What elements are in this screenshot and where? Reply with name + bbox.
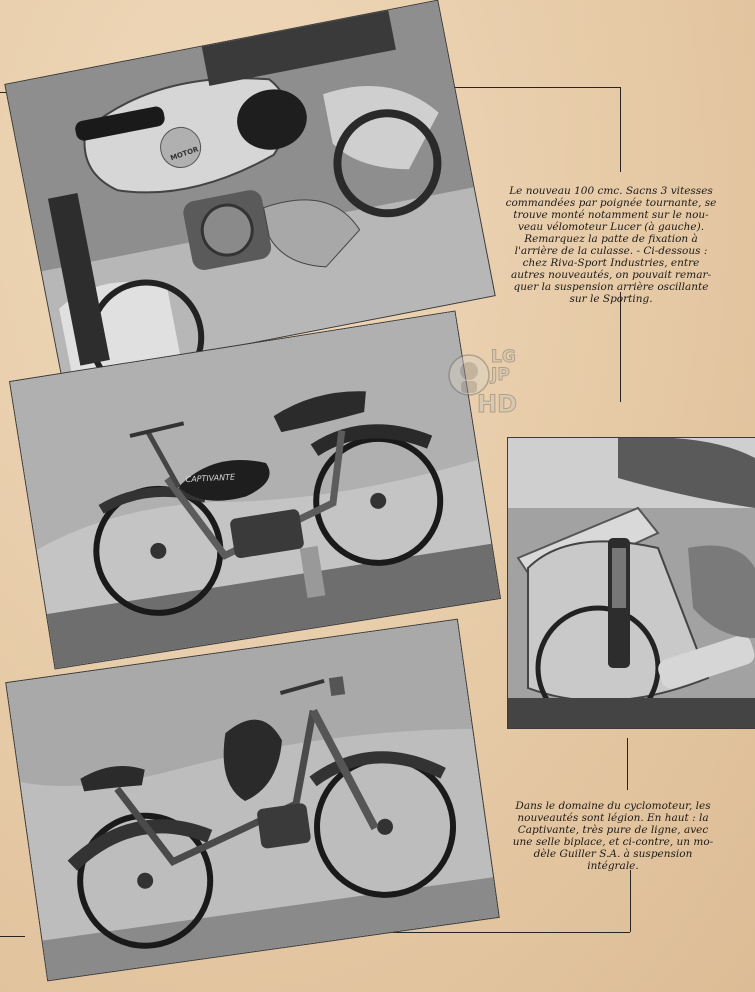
- caption-top-line: trouve monté notamment sur le nou-: [513, 209, 709, 221]
- watermark-text-2: JP: [491, 365, 510, 385]
- caption-top-line: chez Riva-Sport Industries, entre: [522, 257, 700, 269]
- photo-rear-suspension: [508, 438, 755, 728]
- tank-lettering: CAPTIVANTE: [185, 472, 236, 485]
- caption-bottom: [503, 800, 723, 872]
- caption-bottom-line: Dans le domaine du cyclomoteur, les: [515, 800, 711, 812]
- caption-top-line: quer la suspension arrière oscillante: [513, 281, 709, 293]
- caption-top-line: veau vélomoteur Lucer (à gauche).: [517, 221, 705, 233]
- rule-caption-vertical: [620, 292, 621, 402]
- caption-bottom-line: Captivante, très pure de ligne, avec: [517, 824, 709, 836]
- rule-top-right: [440, 87, 620, 88]
- caption-bottom-line: une selle biplace, et ci-contre, un mo-: [512, 836, 714, 848]
- watermark-text-1: LG: [491, 347, 516, 367]
- caption-top-line: sur le Sporting.: [569, 293, 653, 305]
- rule-bottom-vertical: [630, 870, 631, 932]
- caption-top-line: autres nouveautés, on pouvait remar-: [510, 269, 712, 281]
- tank-badge: MOTOR: [169, 145, 200, 163]
- caption-top-line: Le nouveau 100 cmc. Sacns 3 vitesses: [509, 185, 713, 197]
- rule-top-right-vertical: [620, 87, 621, 172]
- caption-bottom-line: intégrale.: [587, 860, 639, 872]
- photo-guiller-moped: [6, 620, 498, 980]
- watermark-logo: [447, 345, 527, 420]
- caption-top: [496, 185, 726, 305]
- caption-top-line: l'arrière de la culasse. - Ci-dessous :: [514, 245, 708, 257]
- caption-top-line: Remarquez la patte de fixation à: [524, 233, 698, 245]
- rule-bottom-left: [0, 936, 25, 937]
- caption-top-line: commandées par poignée tournante, se: [505, 197, 717, 209]
- watermark-text-3: HD: [477, 390, 518, 418]
- caption-bottom-line: dèle Guiller S.A. à suspension: [533, 848, 693, 860]
- rule-mid-vertical: [627, 738, 628, 790]
- caption-bottom-line: nouveautés sont légion. En haut : la: [517, 812, 709, 824]
